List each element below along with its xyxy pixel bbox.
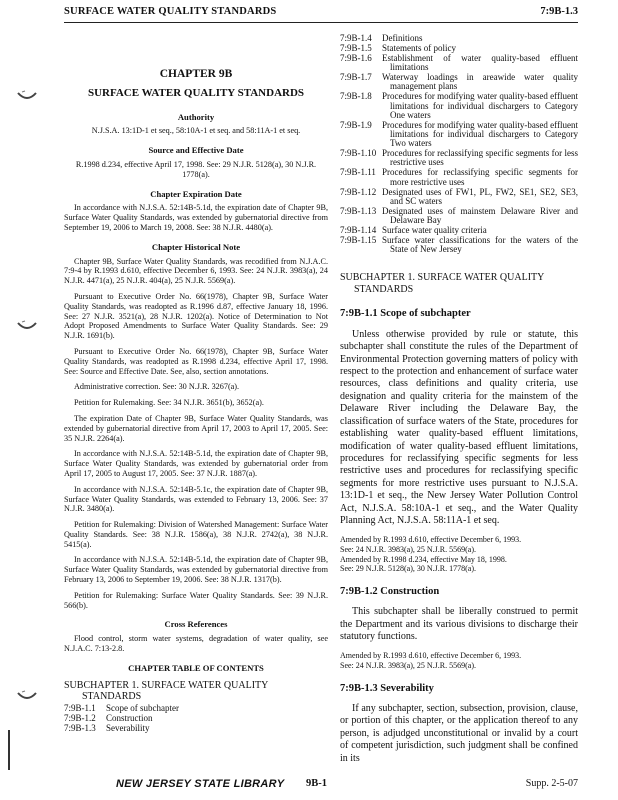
toc-entry-title: Waterway loadings in areawide water quality management plans	[382, 72, 578, 92]
history-note: In accordance with N.J.S.A. 52:14B-5.1d, the expiration date of Chapter 9B, Surface Water Quality Standards, was extended by gubernatorial order from April 17, 2005 to August 17, 2005. See: 37 N.J.R. 1887(a).	[64, 449, 328, 478]
toc-entry-title: Statements of policy	[382, 43, 456, 53]
toc-entry-number: 7:9B-1.11	[340, 167, 376, 178]
toc-entry	[340, 92, 578, 120]
header-section-number: 7:9B-1.3	[540, 6, 578, 17]
toc-entry-title: Definitions	[382, 33, 423, 43]
section-text: If any subchapter, section, subsection, provision, clause, or portion of this chapter, or the application thereof to any person, is adjudged unconstitutional or invalid by a court of competent jurisdiction, such judgment shall be confined in its	[340, 702, 578, 764]
header-rule	[64, 22, 578, 23]
history-note: Petition for Rulemaking: Surface Water Quality Standards. See: 39 N.J.R. 566(b).	[64, 590, 328, 610]
toc-entry-number: 7:9B-1.5	[340, 43, 372, 53]
library-stamp: NEW JERSEY STATE LIBRARY	[116, 778, 285, 790]
toc-entry-number: 7:9B-1.10	[340, 148, 377, 159]
toc-entry-title: Establishment of water quality-based effluent limitations	[382, 53, 578, 73]
toc-entry-title: Surface water quality criteria	[382, 225, 487, 236]
toc-entry-title: Procedures for modifying water quality-based effluent limitations for individual dischargers to Category One waters	[382, 91, 578, 120]
punch-hole-mark	[16, 320, 38, 334]
expiration-text: In accordance with N.J.S.A. 52:14B-5.1d, the expiration date of Chapter 9B, Surface Water Quality Standards, was extended by gubernatorial directive from September 19, 2006 to March 19, 2008. See: 38 N.J.R. 4480(a).	[64, 203, 328, 232]
running-header	[64, 6, 578, 22]
source-text: R.1998 d.234, effective April 17, 1998. See: 29 N.J.R. 5128(a), 30 N.J.R. 1778(a).	[75, 159, 317, 179]
toc-entry	[64, 713, 328, 723]
left-column	[64, 40, 328, 733]
toc-entry-title: Procedures for reclassifying specific segments for less restrictive uses	[382, 148, 578, 168]
authority-text: N.J.S.A. 13:1D-1 et seq., 58:10A-1 et seq. and 58:11A-1 et seq.	[91, 126, 301, 136]
toc-entry-number: 7:9B-1.15	[340, 235, 377, 246]
toc-entry-number: 7:9B-1.14	[340, 225, 377, 236]
toc-entry-number: 7:9B-1.2	[64, 712, 96, 723]
page-footer	[0, 778, 618, 794]
toc-entry-title: Severability	[106, 722, 150, 733]
history-note: In accordance with N.J.S.A. 52:14B-5.1d, the expiration date of Chapter 9B, Surface Water Quality Standards, was extended by gubernatorial directive from February 13, 2006 to September 19, 2006. See: 38 N.J.R. 1317(b).	[64, 555, 328, 585]
toc-entry-number: 7:9B-1.3	[64, 722, 96, 733]
toc-entry-title: Scope of subchapter	[106, 702, 179, 713]
toc-entry	[340, 54, 578, 72]
history-note: In accordance with N.J.S.A. 52:14B-5.1c, the expiration date of Chapter 9B, Surface Water Quality Standards, was extended to February 13, 2006. See: 37 N.J.R. 3480(a).	[64, 484, 328, 514]
right-column	[340, 34, 578, 773]
history-note: Pursuant to Executive Order No. 66(1978), Chapter 9B, Surface Water Quality Standards, was readopted as R.1996 d.87, effective January 18, 1996. See: 27 N.J.R. 3521(a), 28 N.J.R. 1202(a). Notice of Determination to Not Adopt Proposed Amendments to Surface Water Quality Standards. See: 29 N.J.R. 1691(b).	[64, 291, 328, 341]
expiration-heading: Chapter Expiration Date	[150, 188, 242, 199]
history-note: Petition for Rulemaking: Division of Watershed Management: Surface Water Quality Standards. See: 38 N.J.R. 1586(a), 38 N.J.R. 2742(a), 38 N.J.R. 5415(a).	[64, 520, 328, 549]
toc-entry-title: Designated uses of FW1, PL, FW2, SE1, SE2, SE3, and SC waters	[382, 186, 578, 206]
page-number: 9B-1	[306, 778, 327, 789]
toc-entry-title: Surface water classifications for the waters of the State of New Jersey	[382, 235, 578, 255]
toc-entry	[64, 723, 328, 733]
toc-entry	[340, 44, 578, 53]
authority-heading: Authority	[177, 111, 215, 122]
toc-entry	[340, 34, 578, 43]
section-text: This subchapter shall be liberally construed to permit the Department and its various divisions to discharge their statutory functions.	[340, 606, 578, 642]
toc-entry-number: 7:9B-1.9	[340, 119, 372, 130]
toc-entry	[64, 703, 328, 713]
punch-hole-mark	[16, 690, 38, 704]
amendment-note: Amended by R.1993 d.610, effective December 6, 1993. See: 24 N.J.R. 3983(a), 25 N.J.R. 5569(a). Amended by R.1998 d.234, effective May 18, 1998. See: 29 N.J.R. 5128(a), 30 N.J.R. 1778(a).	[340, 535, 522, 574]
history-note: The expiration Date of Chapter 9B, Surface Water Quality Standards, was extended by gubernatorial directive from April 17, 2003 to April 17, 2005. See: 35 N.J.R. 2264(a).	[64, 413, 328, 443]
toc-entry	[340, 226, 578, 235]
section-heading: 7:9B-1.1 Scope of subchapter	[340, 308, 471, 320]
history-heading: Chapter Historical Note	[151, 241, 241, 252]
section-heading: 7:9B-1.2 Construction	[340, 585, 440, 597]
section-text: Unless otherwise provided by rule or statute, this subchapter shall constitute the rules of the Department of Environmental Protection governing matters of policy with respect to the protection and enhancement of surface water resources, class definitions and quality criteria, use designation and quality criteria for the mainstem of the Delaware River including the Delaware Bay, the classification of surface waters of the State, procedures for establishing water quality-based effluent limitations, modification of water quality-based effluent limitations, procedures for reclassifying specific segments for less restrictive uses and procedures for reclassifying specific segments for more restrictive uses pursuant to N.J.S.A. 13:1D-1 et seq., the New Jersey Water Pollution Control Act, N.J.S.A. 58:10A-1 et seq., and the Water Quality Planning Act, N.J.S.A. 58:11A-1 et seq.	[340, 328, 578, 526]
section-heading: 7:9B-1.3 Severability	[340, 682, 434, 694]
toc-entry-number: 7:9B-1.4	[340, 33, 372, 43]
toc-entry-title: Designated uses of mainstem Delaware River and Delaware Bay	[382, 205, 578, 226]
toc-entry-number: 7:9B-1.13	[340, 205, 377, 216]
toc-entry	[340, 236, 578, 254]
toc-entry	[340, 73, 578, 91]
history-note: Petition for Rulemaking. See: 34 N.J.R. 3651(b), 3652(a).	[74, 398, 264, 408]
toc-entry-number: 7:9B-1.1	[64, 702, 96, 713]
header-title: SURFACE WATER QUALITY STANDARDS	[64, 6, 277, 17]
toc-entry-title: Construction	[106, 712, 153, 723]
history-note: Pursuant to Executive Order No. 66(1978), Chapter 9B, Surface Water Quality Standards, was readopted as R.1998 d.234, effective April 17, 1998. See: Source and Effective Date. See, also, section annotations.	[64, 346, 328, 376]
punch-hole-mark	[16, 90, 38, 104]
toc-entry	[340, 121, 578, 149]
toc-entry-title: Procedures for reclassifying specific segments for more restrictive uses	[382, 167, 578, 187]
toc-entry-number: 7:9B-1.12	[340, 186, 377, 197]
toc-entry-number: 7:9B-1.8	[340, 91, 372, 102]
toc-entry	[340, 168, 578, 186]
chapter-title: SURFACE WATER QUALITY STANDARDS	[87, 86, 305, 99]
table-of-contents-heading: CHAPTER TABLE OF CONTENTS	[128, 662, 264, 673]
toc-subchapter-title: SUBCHAPTER 1. SURFACE WATER QUALITY STANDARDS	[64, 679, 269, 702]
toc-entry	[340, 188, 578, 206]
supplement-date: Supp. 2-5-07	[525, 778, 578, 789]
toc-entry	[340, 207, 578, 225]
cross-references-heading: Cross References	[164, 619, 228, 630]
toc-entry	[340, 149, 578, 167]
subchapter-title: SUBCHAPTER 1. SURFACE WATER QUALITY STANDARDS	[340, 272, 545, 296]
toc-entry-number: 7:9B-1.6	[340, 53, 372, 63]
history-note: Chapter 9B, Surface Water Quality Standards, was recodified from N.J.A.C. 7:9-4 by R.1993 d.610, effective December 6, 1993. See: 24 N.J.R. 3983(a), 24 N.J.R. 4471(a), 25 N.J.R. 404(a), 25 N.J.R. 5569(a).	[64, 256, 328, 286]
source-heading: Source and Effective Date	[148, 145, 244, 156]
toc-entry-title: Procedures for modifying water quality-based effluent limitations for individual dischargers to Category Two waters	[382, 119, 578, 149]
cross-references-text: Flood control, storm water systems, degradation of water quality, see N.J.A.C. 7:13-2.8.	[64, 634, 328, 654]
amendment-note: Amended by R.1993 d.610, effective December 6, 1993. See: 24 N.J.R. 3983(a), 25 N.J.R. 5569(a).	[340, 651, 522, 670]
chapter-number: CHAPTER 9B	[159, 68, 233, 80]
toc-entry-number: 7:9B-1.7	[340, 72, 372, 83]
scan-edge-mark	[8, 730, 10, 770]
history-note: Administrative correction. See: 30 N.J.R. 3267(a).	[74, 382, 240, 392]
